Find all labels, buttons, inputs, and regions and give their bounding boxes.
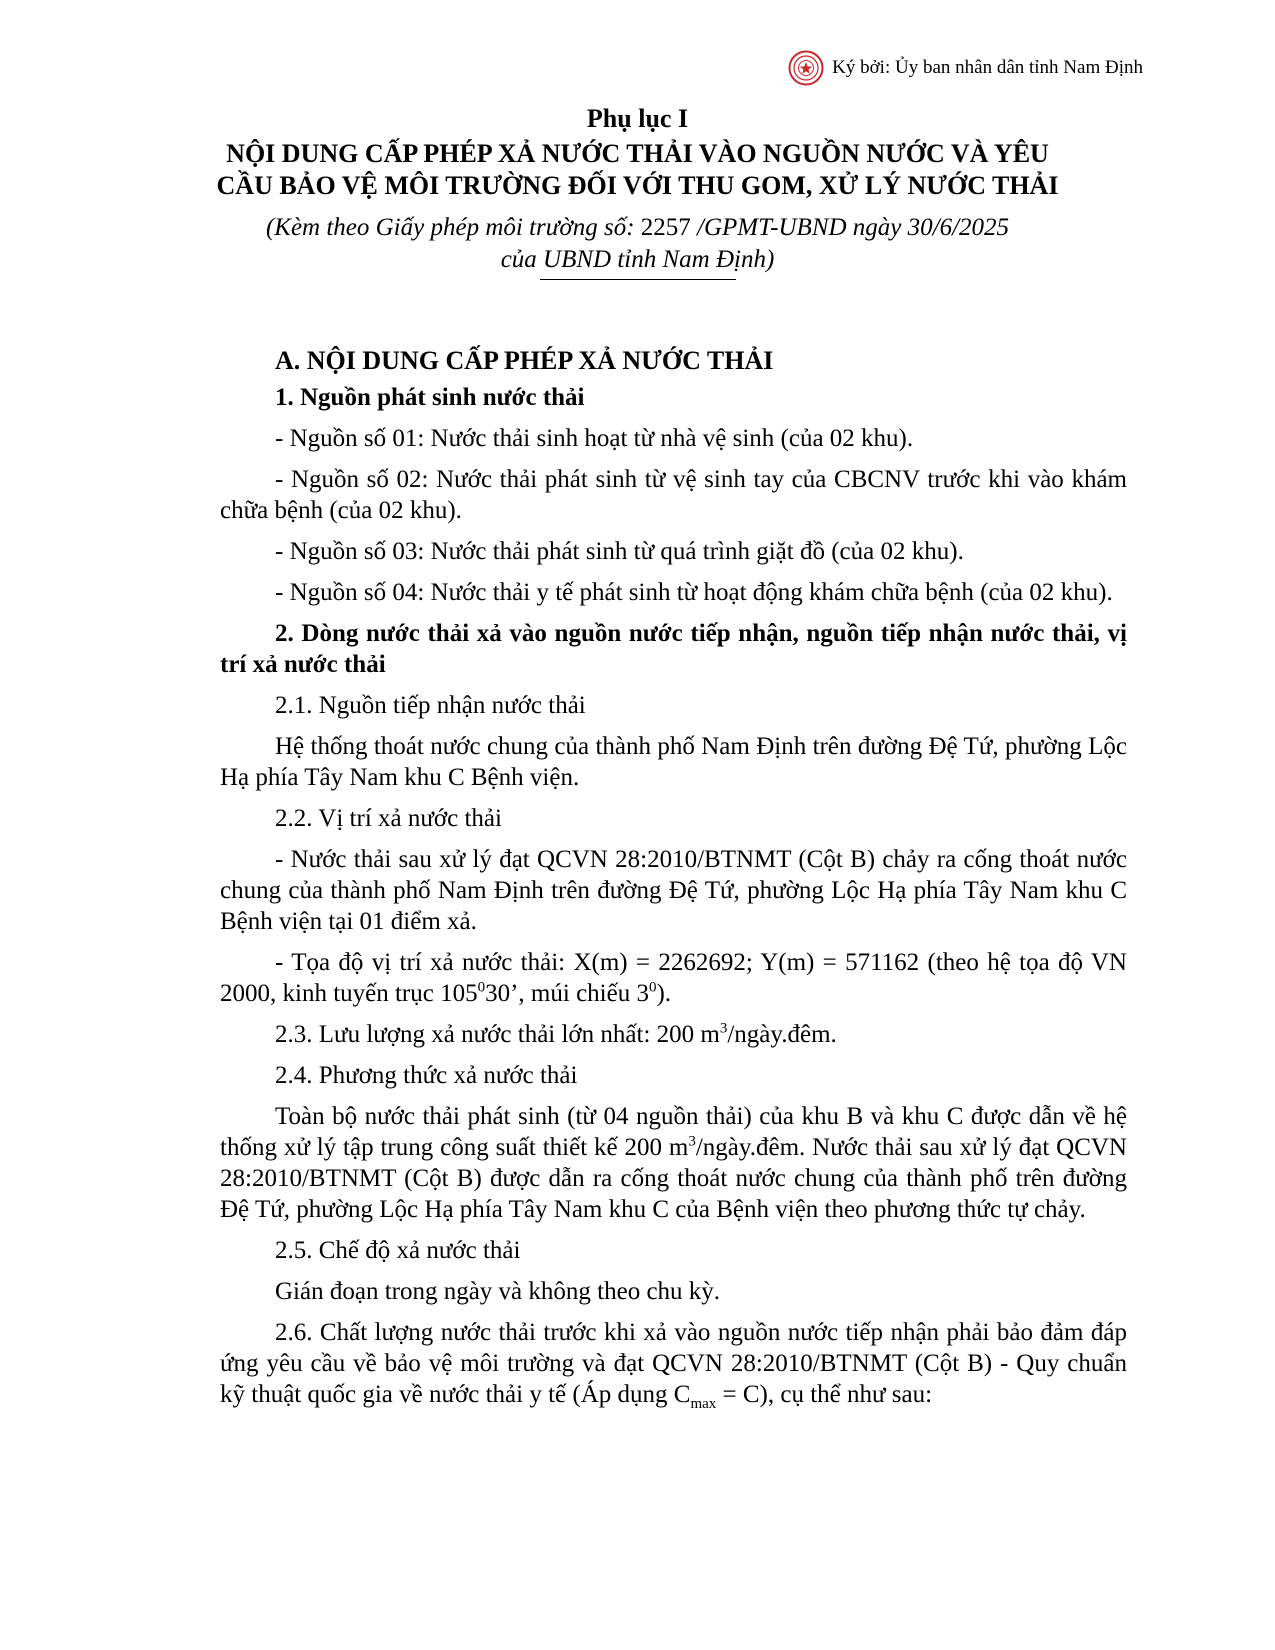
source-item-2: - Nguồn số 02: Nước thải phát sinh từ vệ sinh tay của CBCNV trước khi vào khám chữa bệnh (của 02 khu).	[220, 466, 1127, 524]
section-2-1-title: 2.1. Nguồn tiếp nhận nước thải	[275, 692, 586, 719]
cmax-sub: max	[690, 1396, 717, 1412]
section-2-1-text: Hệ thống thoát nước chung của thành phố Nam Định trên đường Đệ Tứ, phường Lộc Hạ phía Tây Nam khu C Bệnh viện.	[220, 733, 1127, 791]
attachment-line-2: của UBND tỉnh Nam Định)	[500, 246, 775, 273]
flow-text-a: 2.3. Lưu lượng xả nước thải lớn nhất: 200 m	[275, 1021, 720, 1048]
document-body	[220, 345, 1127, 1410]
cubic-sup: 3	[719, 1020, 728, 1037]
method-text-a: Toàn bộ nước thải phát sinh (từ 04 nguồn thải) của khu B và khu C được dẫn về hệ thống xử lý tập trung công suất thiết kế 200 m	[220, 1103, 1127, 1161]
section-2-2-coordinates	[220, 947, 1127, 1009]
flow-text-b: /ngày.đêm.	[727, 1021, 837, 1048]
method-text-b: /ngày.đêm. Nước thải sau xử lý đạt QCVN 28:2010/BTNMT (Cột B) được dẫn ra cống thoát nước chung của thành phố trên đường Đệ Tứ, phường Lộc Hạ phía Tây Nam khu C của Bệnh viện theo phương thức tự chảy.	[220, 1134, 1127, 1223]
section-2-6-text	[220, 1317, 1127, 1410]
section-2-3	[220, 1019, 1127, 1050]
signature-text: Ký bởi: Ủy ban nhân dân tỉnh Nam Định	[832, 57, 1143, 78]
digital-signature	[788, 50, 1143, 86]
section-2-2-title: 2.2. Vị trí xả nước thải	[275, 805, 502, 832]
section-2-heading: 2. Dòng nước thải xả vào nguồn nước tiếp nhận, nguồn tiếp nhận nước thải, vị trí xả nước thải	[220, 620, 1127, 678]
quality-text-a: 2.6. Chất lượng nước thải trước khi xả vào nguồn nước tiếp nhận phải bảo đảm đáp ứng yêu cầu về bảo vệ môi trường và đạt QCVN 28:2010/BTNMT (Cột B) - Quy chuẩn kỹ thuật quốc gia về nước thải y tế (Áp dụng C	[220, 1319, 1127, 1408]
cubic-sup-2: 3	[688, 1133, 696, 1150]
attachment-date: /GPMT-UBND ngày 30/6/2025	[690, 214, 1010, 241]
national-emblem-seal-icon	[788, 50, 824, 86]
coord-text-b: 30’, múi chiếu 3	[485, 980, 649, 1007]
section-1-heading: 1. Nguồn phát sinh nước thải	[275, 384, 585, 411]
attachment-line-1	[120, 212, 1155, 244]
coord-text-c: ).	[656, 980, 672, 1007]
quality-text-b: = C), cụ thể như sau:	[716, 1381, 933, 1408]
coord-text-a: - Tọa độ vị trí xả nước thải: X(m) = 2262692; Y(m) = 571162 (theo hệ tọa độ VN 2000, kinh tuyến trục 105	[220, 949, 1127, 1007]
section-2-2-text: - Nước thải sau xử lý đạt QCVN 28:2010/BTNMT (Cột B) chảy ra cống thoát nước chung của thành phố Nam Định trên đường Đệ Tứ, phường Lộc Hạ phía Tây Nam khu C Bệnh viện tại 01 điểm xả.	[220, 846, 1127, 935]
attachment-prefix: (Kèm theo Giấy phép môi trường số:	[265, 214, 641, 241]
degree-sup-2: 0	[648, 979, 657, 996]
degree-sup-1: 0	[477, 979, 486, 996]
header-divider	[540, 279, 736, 280]
section-2-4-text	[220, 1101, 1127, 1225]
section-a-heading: A. NỘI DUNG CẤP PHÉP XẢ NƯỚC THẢI	[275, 346, 774, 375]
source-item-4: - Nguồn số 04: Nước thải y tế phát sinh từ hoạt động khám chữa bệnh (của 02 khu).	[275, 579, 1113, 606]
document-header	[120, 102, 1155, 280]
permit-number: 2257	[640, 214, 691, 241]
attachment-note	[120, 212, 1155, 276]
title-line-2: CẦU BẢO VỆ MÔI TRƯỜNG ĐỐI VỚI THU GOM, XỬ LÝ NƯỚC THẢI	[216, 171, 1059, 200]
appendix-title: Phụ lục I	[586, 104, 689, 133]
section-2-4-title: 2.4. Phương thức xả nước thải	[275, 1062, 578, 1089]
source-item-3: - Nguồn số 03: Nước thải phát sinh từ quá trình giặt đồ (của 02 khu).	[275, 538, 964, 565]
title-line-1: NỘI DUNG CẤP PHÉP XẢ NƯỚC THẢI VÀO NGUỒN NƯỚC VÀ YÊU	[226, 139, 1049, 168]
section-2-5-text: Gián đoạn trong ngày và không theo chu kỳ.	[275, 1278, 721, 1305]
source-item-1: - Nguồn số 01: Nước thải sinh hoạt từ nhà vệ sinh (của 02 khu).	[275, 425, 914, 452]
document-title	[120, 138, 1155, 202]
section-2-5-title: 2.5. Chế độ xả nước thải	[275, 1237, 521, 1264]
